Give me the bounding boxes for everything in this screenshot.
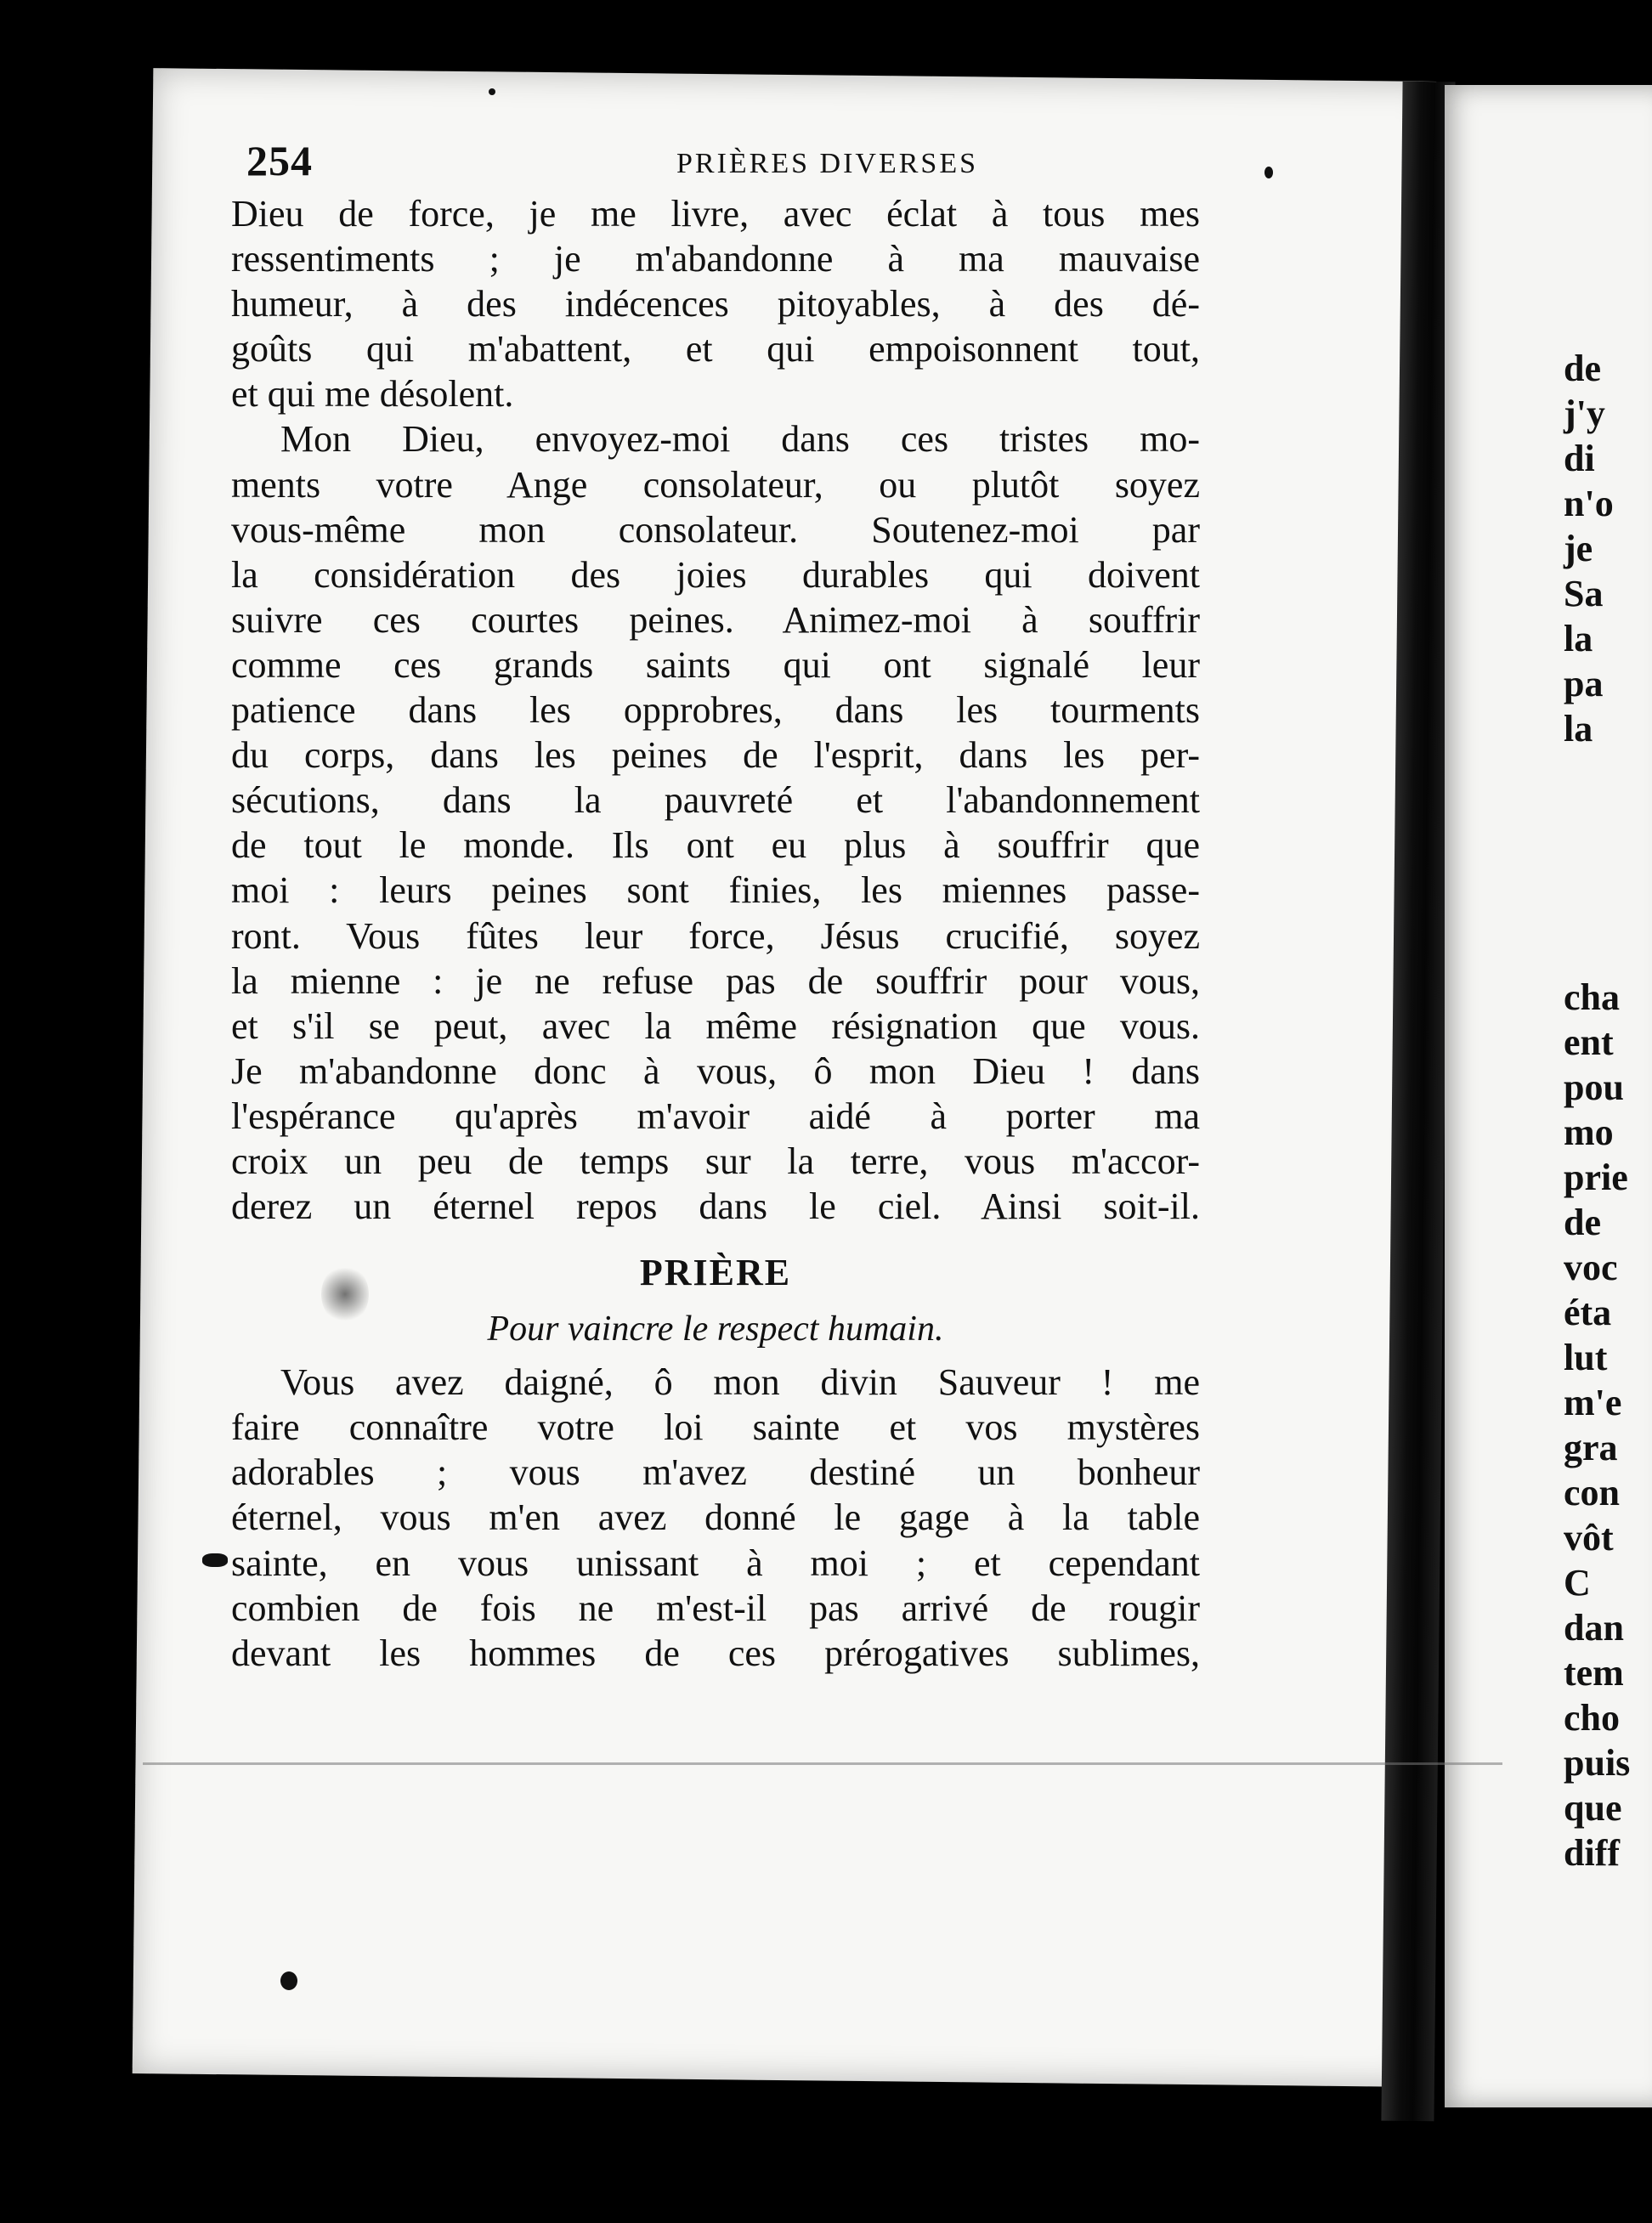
- section-subtitle: Pour vaincre le respect humain.: [487, 1309, 944, 1349]
- paragraph-2: [231, 416, 1200, 1229]
- page-header: [246, 136, 1266, 187]
- text-line: goûts qui m'abattent, et qui empoisonnent tout,: [231, 328, 1200, 370]
- right-page-fragment: lut: [1564, 1337, 1608, 1378]
- text-line: de tout le monde. Ils ont eu plus à souffrir que: [231, 824, 1200, 867]
- text-line: du corps, dans les peines de l'esprit, dans les per-: [231, 734, 1200, 777]
- running-head: PRIÈRES DIVERSES: [676, 148, 978, 179]
- text-line: comme ces grands saints qui ont signalé leur: [231, 643, 1200, 686]
- right-page-fragment: tem: [1564, 1652, 1624, 1694]
- text-line: devant les hommes de ces prérogatives sublimes,: [231, 1632, 1200, 1674]
- page-number: 254: [246, 137, 313, 184]
- text-line: la considération des joies durables qui doivent: [231, 553, 1200, 596]
- text-line: ressentiments ; je m'abandonne à ma mauvaise: [231, 238, 1200, 280]
- text-line: derez un éternel repos dans le ciel. Ainsi soit-il.: [231, 1185, 1200, 1228]
- right-page-fragment: con: [1564, 1472, 1620, 1513]
- text-line: sainte, en vous unissant à moi ; et cependant: [231, 1541, 1200, 1584]
- ink-speck: [202, 1553, 228, 1567]
- text-line: et s'il se peut, avec la même résignation que vous.: [231, 1004, 1200, 1047]
- text-line: combien de fois ne m'est-il pas arrivé de rougir: [231, 1587, 1200, 1629]
- right-page-fragment: prie: [1564, 1157, 1628, 1198]
- text-line: ments votre Ange consolateur, ou plutôt soyez: [231, 463, 1200, 506]
- right-page-fragment: m'e: [1564, 1382, 1622, 1423]
- right-page-fragment: voc: [1564, 1247, 1618, 1288]
- text-line: ront. Vous fûtes leur force, Jésus crucifié, soyez: [231, 914, 1200, 957]
- text-line: humeur, à des indécences pitoyables, à des dé-: [231, 283, 1200, 325]
- right-page-fragment: que: [1564, 1787, 1622, 1829]
- text-line: Je m'abandonne donc à vous, ô mon Dieu ! dans: [231, 1049, 1200, 1092]
- text-line: patience dans les opprobres, dans les tourments: [231, 689, 1200, 732]
- text-line: faire connaître votre loi sainte et vos mystères: [231, 1406, 1200, 1449]
- right-page-fragment: diff: [1564, 1832, 1620, 1874]
- right-page: [1445, 85, 1652, 2107]
- right-page-fragment: puis: [1564, 1742, 1631, 1784]
- right-page-fragment: je: [1564, 528, 1593, 569]
- text-line: éternel, vous m'en avez donné le gage à la table: [231, 1496, 1200, 1539]
- ink-speck: [280, 1971, 297, 1990]
- paragraph-1: [231, 191, 1200, 416]
- right-page-fragment: de: [1564, 348, 1601, 389]
- right-page-fragment: pa: [1564, 663, 1604, 704]
- right-page-fragment: cha: [1564, 976, 1620, 1018]
- right-page-fragment: mo: [1564, 1112, 1614, 1153]
- right-page-fragment: ent: [1564, 1021, 1614, 1063]
- right-page-fragment: j'y: [1564, 393, 1605, 434]
- right-page-fragment: dan: [1564, 1607, 1624, 1649]
- text-line: croix un peu de temps sur la terre, vous m'accor-: [231, 1140, 1200, 1182]
- text-line: moi : leurs peines sont finies, les miennes passe-: [231, 869, 1200, 912]
- text-line: l'espérance qu'après m'avoir aidé à porter ma: [231, 1095, 1200, 1137]
- right-page-fragment: n'o: [1564, 483, 1614, 524]
- right-page-fragment: pou: [1564, 1066, 1624, 1108]
- right-page-fragment: cho: [1564, 1697, 1620, 1739]
- text-line: Dieu de force, je me livre, avec éclat à tous mes: [231, 193, 1200, 235]
- ink-speck: [1264, 167, 1273, 178]
- text-line: Vous avez daigné, ô mon divin Sauveur ! me: [280, 1361, 1200, 1404]
- right-page-fragment: Sa: [1564, 573, 1604, 614]
- text-line: Mon Dieu, envoyez-moi dans ces tristes mo-: [280, 418, 1200, 461]
- right-page-fragment: di: [1564, 438, 1595, 479]
- right-page-fragment: vôt: [1564, 1517, 1614, 1558]
- right-page-fragment: la: [1564, 708, 1593, 749]
- text-line: vous-même mon consolateur. Soutenez-moi par: [231, 508, 1200, 551]
- text-line: la mienne : je ne refuse pas de souffrir pour vous,: [231, 959, 1200, 1002]
- right-page-fragment: la: [1564, 618, 1593, 659]
- right-page-fragment: de: [1564, 1202, 1601, 1243]
- text-line: adorables ; vous m'avez destiné un bonheur: [231, 1451, 1200, 1494]
- right-page-fragment: C: [1564, 1562, 1591, 1604]
- text-line: et qui me désolent.: [231, 373, 514, 416]
- text-line: suivre ces courtes peines. Animez-moi à souffrir: [231, 598, 1200, 641]
- section-title: PRIÈRE: [639, 1252, 792, 1294]
- paragraph-3: [231, 1360, 1200, 1676]
- text-line: sécutions, dans la pauvreté et l'abandonnement: [231, 779, 1200, 822]
- body-text: [231, 191, 1200, 1676]
- scan-line-artifact: [143, 1762, 1502, 1765]
- ink-smudge: [321, 1264, 369, 1324]
- right-page-fragment: gra: [1564, 1427, 1618, 1468]
- right-page-fragment: éta: [1564, 1292, 1612, 1333]
- ink-speck: [489, 88, 495, 95]
